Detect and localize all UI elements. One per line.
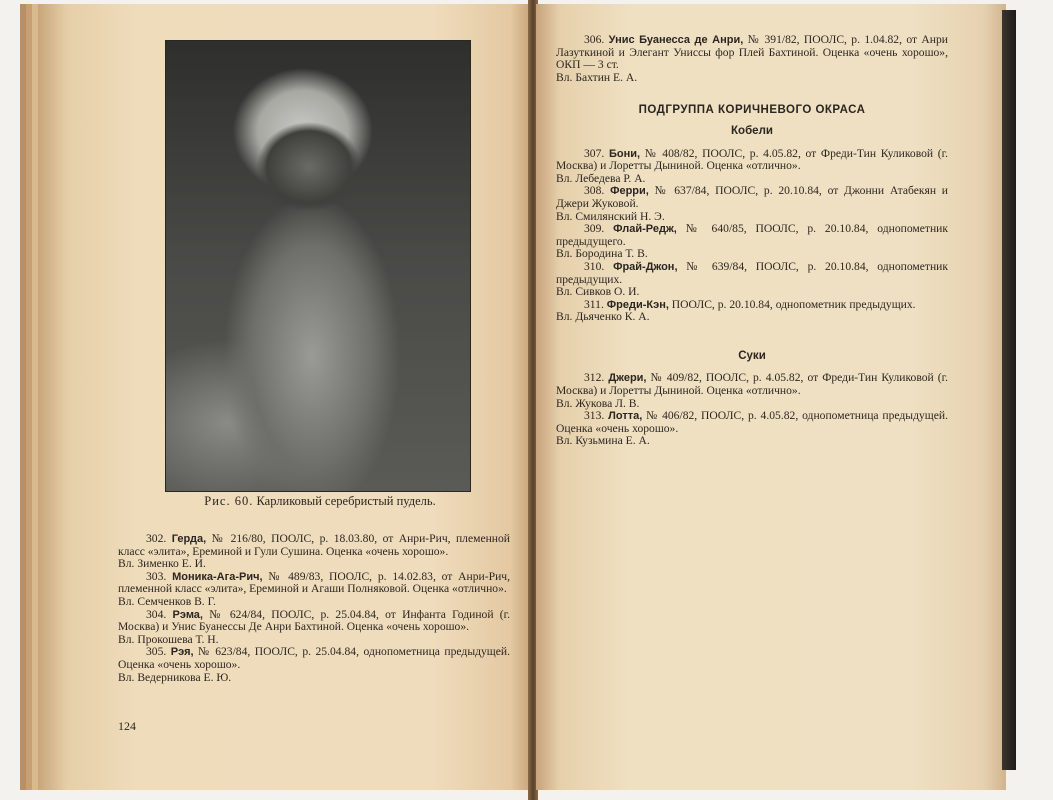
- entry-308: 308. Ферри, № 637/84, ПООЛС, р. 20.10.84, от Джонни Атабекян и Джери Жуковой.: [556, 184, 949, 210]
- section-heading: ПОДГРУППА КОРИЧНЕВОГО ОКРАСА: [638, 104, 866, 117]
- book-edge: [1002, 10, 1016, 770]
- entry-303: 303. Моника-Ага-Рич, № 489/83, ПООЛС, р. 14.02.83, от Анри-Рич, племенной класс «элита», Ереминой и Агаши Полняковой. Оценка «отлично».: [118, 569, 510, 596]
- owner-305: Вл. Ведерникова Е. Ю.: [118, 670, 232, 684]
- owner-313: Вл. Кузьмина Е. А.: [556, 434, 650, 448]
- owner-310: Вл. Сивков О. И.: [556, 285, 640, 299]
- entry-310: 310. Фрай-Джон, № 639/84, ПООЛС, р. 20.10.84, однопометник предыдущих.: [556, 259, 948, 286]
- owner-302: Вл. Зименко Е. И.: [118, 557, 206, 571]
- entry-304: 304. Рэма, № 624/84, ПООЛС, р. 25.04.84, от Инфанта Годиной (г. Москва) и Унис Буанессы Де Анри Бахтиной. Оценка «очень хорошо».: [118, 607, 511, 634]
- left-text: [118, 533, 510, 684]
- owner-308: Вл. Смилянский Н. Э.: [556, 209, 665, 223]
- entry-302: 302. Герда, № 216/80, ПООЛС, р. 18.03.80, от Анри-Рич, племенной класс «элита», Ереминой и Гули Сушина. Оценка «очень хорошо».: [118, 532, 510, 558]
- poodle-photo: [165, 40, 471, 492]
- females-heading: Суки: [738, 349, 766, 362]
- caption-text: Карликовый серебристый пудель.: [256, 494, 436, 508]
- entry-312: 312. Джери, № 409/82, ПООЛС, р. 4.05.82, от Фреди-Тин Куликовой (г. Москва) и Лоретты Дыниной. Оценка «отлично».: [556, 371, 948, 398]
- caption-lead: Рис. 60.: [204, 494, 254, 508]
- entry-313: 313. Лотта, № 406/82, ПООЛС, р. 4.05.82, однопометница предыдущей. Оценка «очень хорошо».: [556, 409, 948, 435]
- page-number: 124: [118, 719, 136, 733]
- entry-305: 305. Рэя, № 623/84, ПООЛС, р. 25.04.84, однопометница предыдущей. Оценка «очень хорошо».: [118, 645, 510, 671]
- males-heading: Кобели: [731, 124, 773, 137]
- owner-303: Вл. Семченков В. Г.: [118, 594, 216, 608]
- right-text: [556, 34, 948, 448]
- figure-caption: [160, 494, 480, 509]
- entry-309: 309. Флай-Редж, № 640/85, ПООЛС, р. 20.10.84, однопометник предыдущего.: [556, 222, 948, 248]
- entry-311: 311. Фреди-Кэн, ПООЛС, р. 20.10.84, однопометник предыдущих.: [584, 297, 916, 311]
- owner-309: Вл. Бородина Т. В.: [556, 247, 648, 261]
- entry-307: 307. Бони, № 408/82, ПООЛС, р. 4.05.82, от Фреди-Тин Куликовой (г. Москва) и Лоретты Дыниной. Оценка «отлично».: [556, 146, 948, 173]
- owner-311: Вл. Дьяченко К. А.: [556, 310, 650, 324]
- owner-307: Вл. Лебедева Р. А.: [556, 171, 646, 185]
- entry-306: 306. Унис Буанесса де Анри, № 391/82, ПООЛС, р. 1.04.82, от Анри Лазуткиной и Элегант Униссы фор Плей Бахтиной. Оценка «очень хорошо», ОКП — 3 ст.: [556, 33, 948, 72]
- owner-312: Вл. Жукова Л. В.: [556, 396, 640, 410]
- owner-304: Вл. Прокошева Т. Н.: [118, 632, 219, 646]
- owner-306: Вл. Бахтин Е. А.: [556, 70, 638, 84]
